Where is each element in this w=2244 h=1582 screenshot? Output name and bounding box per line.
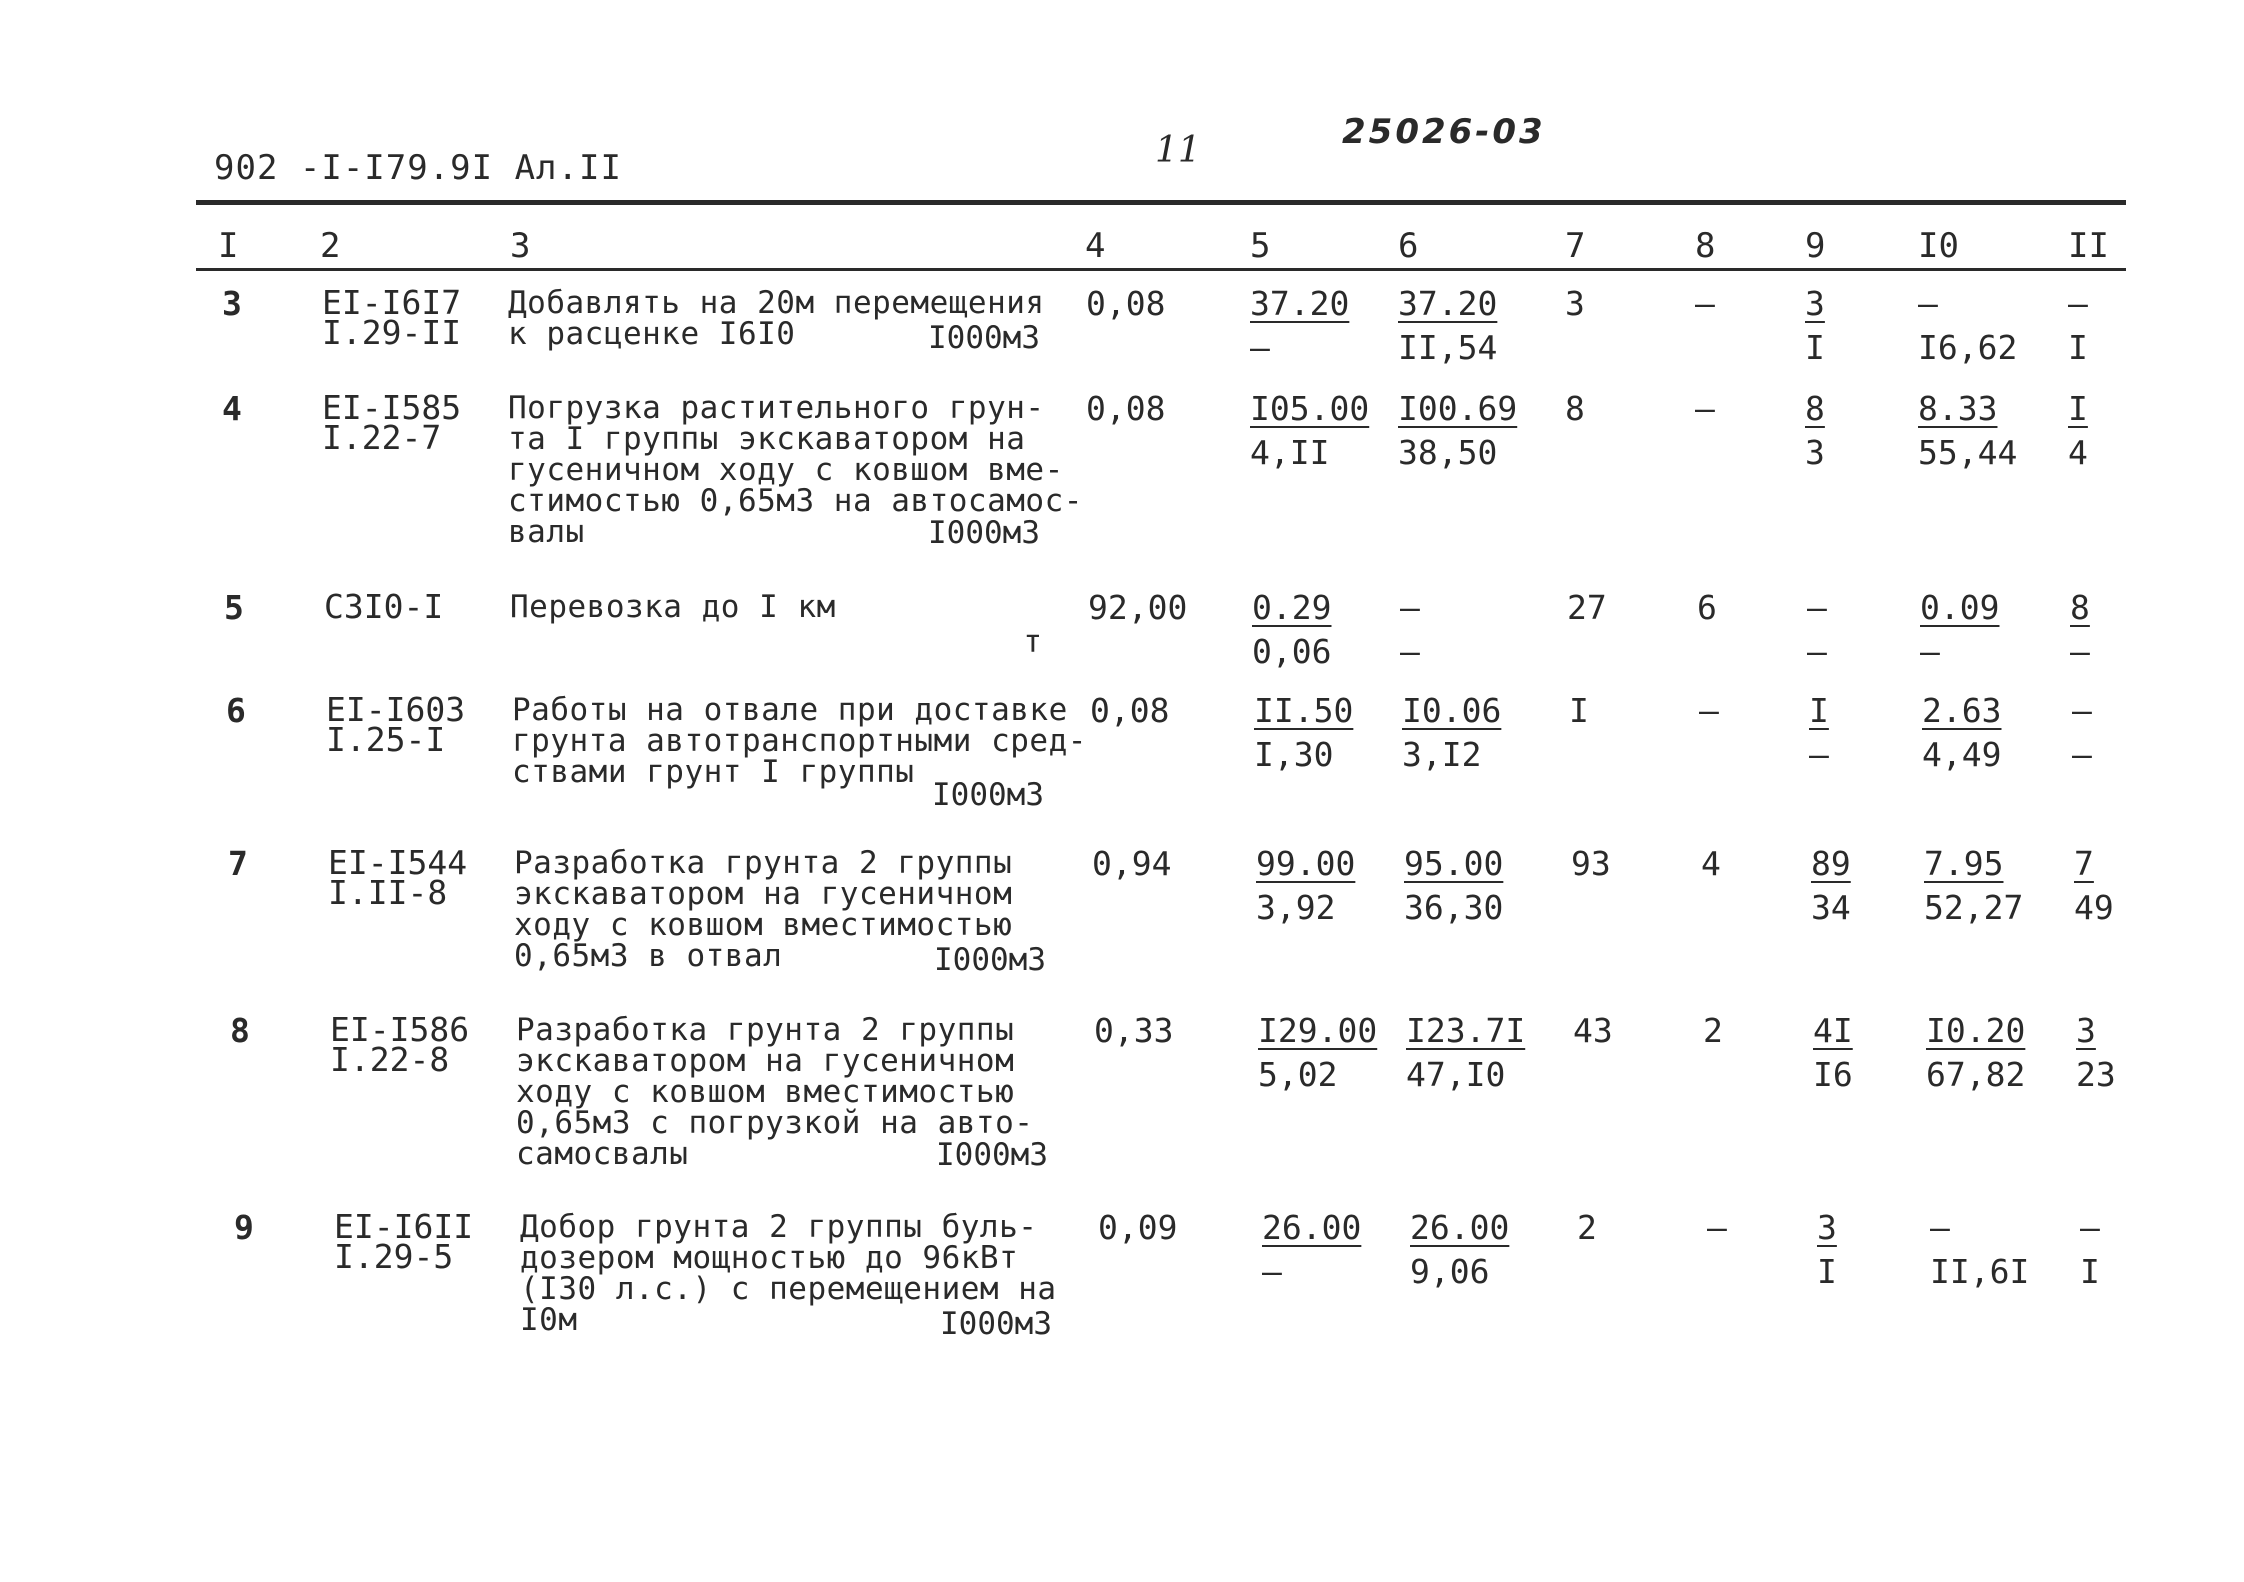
base-cost-fraction (1398, 282, 1497, 370)
col11-fraction (2070, 586, 2130, 674)
col11-fraction-bottom: – (2072, 735, 2092, 774)
measurement-unit: I000м3 (934, 942, 1046, 978)
column-header-5: 5 (1250, 226, 1271, 266)
base-cost-fraction-top: 95.00 (1404, 844, 1504, 883)
work-description: Работы на отвале при доставке грунта автотранспортными сред- ствами грунт I группы (512, 692, 1087, 790)
col10-fraction-top: 0.09 (1920, 588, 2000, 627)
document-code: 902 -I-I79.9I Ал.II (214, 148, 622, 188)
col8-value: 2 (1703, 1011, 1723, 1050)
rate-code: C3I0-I (324, 587, 444, 626)
column-header-11: II (2068, 226, 2109, 266)
measurement-unit: I000м3 (928, 515, 1040, 551)
col9-fraction-top: 4I (1813, 1011, 1853, 1050)
col10-fraction-bottom: 52,27 (1924, 888, 2024, 927)
unit-cost-fraction-top: 99.00 (1256, 844, 1356, 883)
column-header-2: 2 (320, 226, 341, 266)
col9-fraction-top: 89 (1811, 844, 1851, 883)
work-description: Разработка грунта 2 группы экскаватором на гусеничном ходу с ковшом вместимостью 0,65м3 в отвал (514, 845, 1013, 974)
col7-value: 2 (1577, 1208, 1597, 1247)
col11-fraction-top: – (2072, 691, 2092, 730)
rate-code: EI-I6II I.29-5 (334, 1207, 474, 1276)
col9-fraction-top: – (1807, 588, 1827, 627)
col11-fraction (2076, 1009, 2136, 1097)
base-cost-fraction (1410, 1206, 1509, 1294)
unit-cost-fraction (1256, 842, 1355, 930)
column-header-8: 8 (1695, 226, 1716, 266)
col9-fraction-top: I (1809, 691, 1829, 730)
rate-code: EI-I544 I.II-8 (328, 843, 468, 912)
col10-fraction-top: I0.20 (1926, 1011, 2026, 1050)
base-cost-fraction-top: – (1400, 588, 1420, 627)
col11-fraction (2068, 387, 2128, 475)
col10-fraction-top: – (1918, 284, 1938, 323)
base-cost-fraction (1398, 387, 1517, 475)
col10-fraction-bottom: I6,62 (1918, 328, 2018, 367)
column-header-3: 3 (510, 226, 531, 266)
base-cost-fraction-bottom: 36,30 (1404, 888, 1504, 927)
unit-cost-fraction (1250, 282, 1349, 370)
col9-fraction-bottom: I (1817, 1252, 1837, 1291)
col11-fraction-top: – (2068, 284, 2088, 323)
col11-fraction-bottom: 49 (2074, 888, 2114, 927)
col9-fraction-bottom: – (1809, 735, 1829, 774)
col9-fraction-bottom: I6 (1813, 1055, 1853, 1094)
col10-fraction (1930, 1206, 2029, 1294)
unit-cost-fraction-top: 26.00 (1262, 1208, 1362, 1247)
row-number: 6 (226, 691, 246, 730)
col11-fraction-bottom: – (2070, 632, 2090, 671)
base-cost-fraction (1404, 842, 1503, 930)
work-description: Разработка грунта 2 группы экскаватором на гусеничном ходу с ковшом вместимостью 0,65м3 с погрузкой на авто- самосвалы (516, 1012, 1034, 1172)
work-description: Погрузка растительного грун- та I группы экскаватором на гусеничном ходу с ковшом вме- стимостью 0,65м3 на автосамос- валы (508, 390, 1083, 550)
base-cost-fraction-bottom: II,54 (1398, 328, 1498, 367)
col10-fraction (1922, 689, 2001, 777)
col10-fraction-top: 8.33 (1918, 389, 1998, 428)
col9-fraction (1809, 689, 1869, 777)
rate-code: EI-I585 I.22-7 (322, 388, 462, 457)
col10-fraction-bottom: 55,44 (1918, 433, 2018, 472)
col9-fraction-top: 3 (1805, 284, 1825, 323)
row-number: 5 (224, 588, 244, 627)
col11-fraction-top: 3 (2076, 1011, 2096, 1050)
base-cost-fraction-bottom: 47,I0 (1406, 1055, 1506, 1094)
col9-fraction (1805, 282, 1865, 370)
column-header-1: I (218, 226, 239, 266)
column-header-7: 7 (1565, 226, 1586, 266)
col8-value: – (1699, 691, 1719, 730)
row-number: 3 (222, 284, 242, 323)
col7-value: 8 (1565, 389, 1585, 428)
col11-fraction-top: I (2068, 389, 2088, 428)
col7-value: 27 (1567, 588, 1607, 627)
base-cost-fraction (1402, 689, 1501, 777)
col10-fraction-bottom: 67,82 (1926, 1055, 2026, 1094)
col9-fraction (1807, 586, 1867, 674)
unit-cost-fraction-bottom: 3,92 (1256, 888, 1336, 927)
quantity-value: 0,08 (1086, 284, 1166, 323)
column-header-9: 9 (1805, 226, 1826, 266)
measurement-unit: т (1023, 624, 1042, 660)
row-number: 7 (228, 844, 248, 883)
rate-code: EI-I586 I.22-8 (330, 1010, 470, 1079)
column-header-10: I0 (1918, 226, 1959, 266)
measurement-unit: I000м3 (928, 320, 1040, 356)
col9-fraction-bottom: – (1807, 632, 1827, 671)
col9-fraction-bottom: 3 (1805, 433, 1825, 472)
quantity-value: 0,09 (1098, 1208, 1178, 1247)
base-cost-fraction-top: 37.20 (1398, 284, 1498, 323)
col11-fraction (2068, 282, 2128, 370)
col11-fraction (2074, 842, 2134, 930)
col10-fraction-bottom: 4,49 (1922, 735, 2002, 774)
unit-cost-fraction-bottom: 5,02 (1258, 1055, 1338, 1094)
col7-value: 43 (1573, 1011, 1613, 1050)
unit-cost-fraction (1262, 1206, 1361, 1294)
quantity-value: 0,94 (1092, 844, 1172, 883)
unit-cost-fraction (1258, 1009, 1377, 1097)
unit-cost-fraction-top: II.50 (1254, 691, 1354, 730)
col9-fraction-bottom: I (1805, 328, 1825, 367)
header-rule-top (196, 200, 2126, 205)
base-cost-fraction-top: 26.00 (1410, 1208, 1510, 1247)
col11-fraction (2080, 1206, 2140, 1294)
quantity-value: 0,33 (1094, 1011, 1174, 1050)
unit-cost-fraction (1250, 387, 1369, 475)
header-rule-bottom (196, 268, 2126, 271)
row-number: 8 (230, 1011, 250, 1050)
column-header-4: 4 (1085, 226, 1106, 266)
col8-value: – (1695, 389, 1715, 428)
col8-value: – (1695, 284, 1715, 323)
col10-fraction-top: 7.95 (1924, 844, 2004, 883)
col7-value: I (1569, 691, 1589, 730)
col10-fraction (1920, 586, 1999, 674)
col10-fraction-bottom: II,6I (1930, 1252, 2030, 1291)
measurement-unit: I000м3 (936, 1137, 1048, 1173)
col10-fraction-top: – (1930, 1208, 1950, 1247)
col9-fraction (1817, 1206, 1877, 1294)
base-cost-fraction-bottom: 3,I2 (1402, 735, 1482, 774)
unit-cost-fraction-bottom: – (1250, 328, 1270, 367)
col7-value: 93 (1571, 844, 1611, 883)
unit-cost-fraction-bottom: – (1262, 1252, 1282, 1291)
col9-fraction-top: 8 (1805, 389, 1825, 428)
col7-value: 3 (1565, 284, 1585, 323)
base-cost-fraction-top: I0.06 (1402, 691, 1502, 730)
base-cost-fraction-top: I23.7I (1406, 1011, 1526, 1050)
unit-cost-fraction-top: 37.20 (1250, 284, 1350, 323)
page-number: 11 (1155, 130, 1201, 171)
document-stamp: 25026-03 (1342, 112, 1546, 152)
col11-fraction-top: 8 (2070, 588, 2090, 627)
base-cost-fraction-top: I00.69 (1398, 389, 1518, 428)
unit-cost-fraction-top: I05.00 (1250, 389, 1370, 428)
unit-cost-fraction-top: I29.00 (1258, 1011, 1378, 1050)
col10-fraction (1924, 842, 2023, 930)
base-cost-fraction-bottom: 38,50 (1398, 433, 1498, 472)
col9-fraction (1813, 1009, 1873, 1097)
col11-fraction-top: 7 (2074, 844, 2094, 883)
rate-code: EI-I603 I.25-I (326, 690, 466, 759)
quantity-value: 0,08 (1086, 389, 1166, 428)
work-description: Перевозка до I км (510, 589, 836, 625)
col9-fraction-bottom: 34 (1811, 888, 1851, 927)
unit-cost-fraction (1254, 689, 1353, 777)
unit-cost-fraction-bottom: I,30 (1254, 735, 1334, 774)
col11-fraction-bottom: I (2068, 328, 2088, 367)
col11-fraction-bottom: 4 (2068, 433, 2088, 472)
rate-code: EI-I6I7 I.29-II (322, 283, 462, 352)
col11-fraction-top: – (2080, 1208, 2100, 1247)
col10-fraction (1918, 387, 2017, 475)
col10-fraction-bottom: – (1920, 632, 1940, 671)
base-cost-fraction-bottom: – (1400, 632, 1420, 671)
quantity-value: 92,00 (1088, 588, 1188, 627)
work-description: Добавлять на 20м перемещения к расценке I6I0 (508, 285, 1045, 352)
col11-fraction-bottom: I (2080, 1252, 2100, 1291)
base-cost-fraction (1400, 586, 1460, 674)
row-number: 9 (234, 1208, 254, 1247)
measurement-unit: I000м3 (932, 777, 1044, 813)
col8-value: 4 (1701, 844, 1721, 883)
unit-cost-fraction (1252, 586, 1331, 674)
col8-value: – (1707, 1208, 1727, 1247)
quantity-value: 0,08 (1090, 691, 1170, 730)
col9-fraction (1805, 387, 1865, 475)
base-cost-fraction (1406, 1009, 1525, 1097)
col9-fraction-top: 3 (1817, 1208, 1837, 1247)
unit-cost-fraction-top: 0.29 (1252, 588, 1332, 627)
col8-value: 6 (1697, 588, 1717, 627)
column-header-6: 6 (1398, 226, 1419, 266)
col10-fraction-top: 2.63 (1922, 691, 2002, 730)
col11-fraction-bottom: 23 (2076, 1055, 2116, 1094)
base-cost-fraction-bottom: 9,06 (1410, 1252, 1490, 1291)
col10-fraction (1918, 282, 2017, 370)
unit-cost-fraction-bottom: 0,06 (1252, 632, 1332, 671)
measurement-unit: I000м3 (940, 1306, 1052, 1342)
row-number: 4 (222, 389, 242, 428)
col11-fraction (2072, 689, 2132, 777)
col10-fraction (1926, 1009, 2025, 1097)
work-description: Добор грунта 2 группы буль- дозером мощностью до 96кВт (I30 л.с.) с перемещением на I0м (520, 1209, 1057, 1338)
unit-cost-fraction-bottom: 4,II (1250, 433, 1330, 472)
col9-fraction (1811, 842, 1871, 930)
